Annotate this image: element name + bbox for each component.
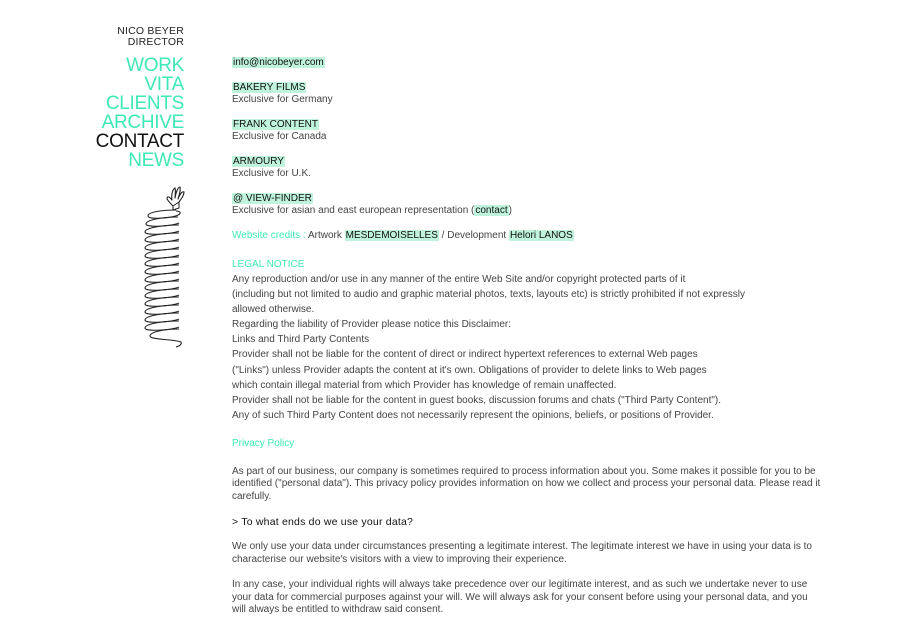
privacy-paragraph-2: In any case, your individual rights will always take precedence over our legitimate interest, and as such we undertake never to use your data for commercial purposes against your will. We will always ask for your consent before using your personal data, and you will always be entitled to withdraw said consent. <box>232 579 808 616</box>
legal-line: Provider shall not be liable for the content of direct or indirect hypertext references to external Web pages <box>232 349 698 361</box>
view-finder-contact-link[interactable]: contact <box>475 205 508 216</box>
legal-line: Any of such Third Party Content does not necessarily represent the opinions, beliefs, or positions of Provider. <box>232 409 714 421</box>
nav-vita[interactable]: VITA <box>144 74 184 95</box>
director-role: DIRECTOR <box>127 36 184 48</box>
privacy-paragraph-1: We only use your data under circumstances presenting a legitimate interest. The legitimate interest we have in using your data is to characterise our website's visitors with a view to improving their experience. <box>232 541 812 565</box>
legal-line: Any reproduction and/or use in any manner of the entire Web Site and/or copyright protected parts of it <box>232 274 686 285</box>
director-name: NICO BEYER <box>117 25 184 37</box>
privacy-intro: As part of our business, our company is sometimes required to process information about you. Some makes it possible for you to be identified ("personal data"). This privacy policy provides information on how we collect and process your personal data. Please read it carefully. <box>232 465 821 502</box>
privacy-policy-title: Privacy Policy <box>232 437 295 449</box>
nav-clients[interactable]: CLIENTS <box>105 93 184 114</box>
contact-content <box>232 57 822 630</box>
credits-artwork-label: Artwork <box>307 230 345 241</box>
agency-note: Exclusive for U.K. <box>232 168 311 179</box>
legal-line: Links and Third Party Contents <box>232 334 370 346</box>
legal-line: ("Links") unless Provider adapts the content at it's own. Obligations of provider to delete links to Web pages <box>232 364 707 376</box>
legal-notice-title: LEGAL NOTICE <box>232 259 305 270</box>
credits-artwork-link[interactable]: MESDEMOISELLES <box>345 230 438 241</box>
agency-note: Exclusive for asian and east european representation ( <box>232 205 475 216</box>
agency-note-end: ) <box>508 205 512 216</box>
email-block <box>232 57 822 69</box>
legal-line: Regarding the liability of Provider please notice this Disclaimer: <box>232 319 512 331</box>
website-credits <box>232 230 822 242</box>
agency-view-finder <box>232 193 822 217</box>
agency-armoury <box>232 156 822 180</box>
agency-frank-content <box>232 119 822 143</box>
credits-developer-link[interactable]: Helori LANOS <box>509 230 573 241</box>
agency-note: Exclusive for Canada <box>232 131 327 142</box>
privacy-question: > To what ends do we use your data? <box>232 516 414 529</box>
credits-separator: / Development <box>438 230 509 241</box>
coiled-arm-illustration-icon <box>142 184 188 348</box>
nav-work[interactable]: WORK <box>126 55 184 76</box>
nav-news[interactable]: NEWS <box>128 150 184 171</box>
legal-line: which contain illegal material from which Provider has knowledge of remain unaffected. <box>232 379 617 391</box>
nav-contact[interactable]: CONTACT <box>95 131 184 152</box>
legal-line: (including but not limited to audio and graphic material photos, texts, layouts etc) is strictly prohibited if not expressly <box>232 289 746 301</box>
legal-line: allowed otherwise. <box>232 304 315 316</box>
legal-line: Provider shall not be liable for the content in guest books, discussion forums and chats ("Third Party Content"). <box>232 394 722 406</box>
agency-name-link[interactable]: ARMOURY <box>233 156 284 167</box>
agency-bakery-films <box>232 82 822 106</box>
nav-archive[interactable]: ARCHIVE <box>101 112 184 133</box>
agency-name-link[interactable]: @ VIEW-FINDER <box>233 193 312 204</box>
email-link[interactable]: info@nicobeyer.com <box>233 57 324 68</box>
agency-name-link[interactable]: BAKERY FILMS <box>233 82 306 93</box>
agency-name-link[interactable]: FRANK CONTENT <box>233 119 318 130</box>
credits-label: Website credits : <box>232 230 308 241</box>
agency-note: Exclusive for Germany <box>232 94 333 105</box>
main-nav <box>96 56 184 170</box>
legal-notice <box>232 257 822 423</box>
sidebar <box>0 0 190 627</box>
